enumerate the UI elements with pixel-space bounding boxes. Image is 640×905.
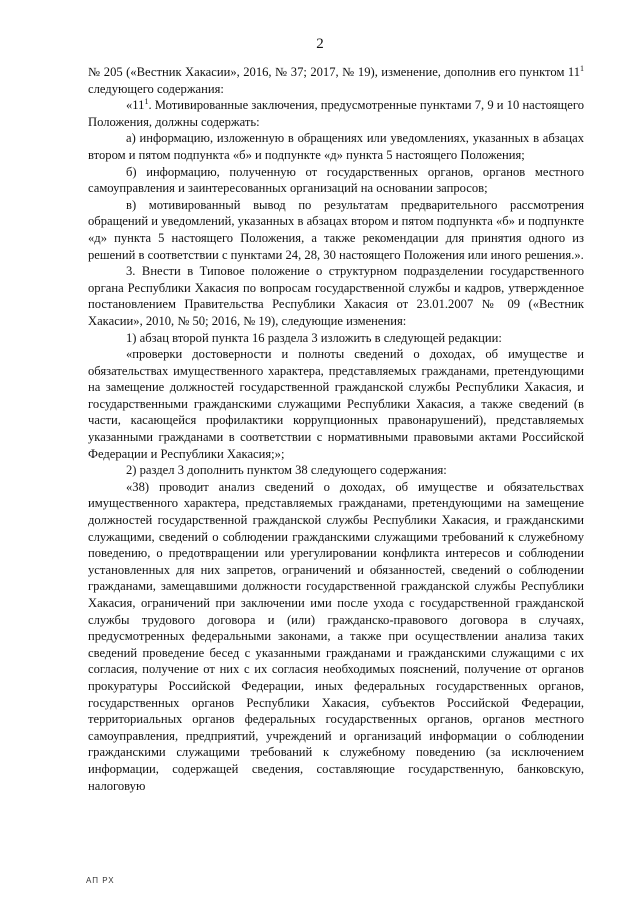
paragraph [88,479,584,794]
text-segment: 3. Внести в Типовое положение о структурном подразделении государственного органа Республики Хакасия по вопросам государственной службы и кадров, утвержденное постановлением Правительства Республики Хакасия от 23.01.2007 № 09 («Вестник Хакасии», 2010, № 50; 2016, № 19), следующие изменения: [88,264,584,328]
paragraph [88,330,584,347]
text-segment: б) информацию, полученную от государственных органов, органов местного самоуправления и заинтересованных организаций на основании запросов; [88,164,584,196]
text-segment: «38) проводит анализ сведений о доходах, об имуществе и обязательствах имущественного характера, представляемых гражданами, претендующими на замещение должностей государственной гражданской службы Республики Хакасия, и гражданскими служащими, сведений о соблюдении гражданскими служащими требований к служебному поведению, о предотвращении или урегулировании конфликта интересов и соблюдении установленных для них запретов, ограничений и обязанностей, сведений о соблюдении гражданами, замещавшими должности государственной гражданской службы Республики Хакасия, ограничений при заключении ими после ухода с государственной гражданской службы трудового договора и (или) гражданско-правового договора в случаях, предусмотренных федеральными законами, а также при осуществлении анализа таких сведений проведение бесед с указанными гражданами и гражданскими служащими с их согласия, получение от них с их согласия необходимых пояснений, получение от органов прокуратуры Российской Федерации, иных федеральных государственных органов, государственных органов Республики Хакасия, субъектов Российской Федерации, территориальных органов федеральных государственных органов, органов местного самоуправления, предприятий, учреждений и организаций информации о соблюдении гражданскими служащими требований к служебному поведению (за исключением информации, содержащей сведения, составляющие государственную, банковскую, налоговую [88,479,584,793]
footer-mark: АП РХ [86,876,115,885]
text-segment: 2) раздел 3 дополнить пунктом 38 следующего содержания: [126,463,447,478]
text-segment: «проверки достоверности и полноты сведений о доходах, об имуществе и обязательствах имущественного характера, представляемых гражданами, претендующими на замещение должностей государственной гражданской службы Республики Хакасия, и государственными гражданскими служащими Республики Хакасия, а также сведений (в части, касающейся профилактики коррупционных правонарушений), представляемых указанными гражданами в соответствии с нормативными правовыми актами Российской Федерации и Республики Хакасия;»; [88,347,584,461]
text-segment: 1) абзац второй пункта 16 раздела 3 изложить в следующей редакции: [126,330,502,345]
text-segment: . Мотивированные заключения, предусмотренные пунктами 7, 9 и 10 настоящего Положения, должны содержать: [88,98,584,129]
text-segment: «11 [126,98,145,113]
paragraph [88,263,584,329]
paragraph [88,197,584,263]
paragraph [88,164,584,197]
paragraph [88,462,584,479]
superscript: 1 [144,97,149,106]
document-body [88,64,584,794]
superscript: 1 [580,63,584,73]
page-number: 2 [316,36,324,52]
text-segment: а) информацию, изложенную в обращениях или уведомлениях, указанных в абзацах втором и пятом подпункта «б» и подпункте «д» пункта 5 настоящего Положения; [88,131,584,162]
text-segment: № 205 («Вестник Хакасии», 2016, № 37; 2017, № 19), изменение, дополнив его пунктом 11 [88,65,580,79]
paragraph [88,97,584,130]
text-segment: следующего содержания: [88,81,224,96]
text-segment: в) мотивированный вывод по результатам предварительного рассмотрения обращений и уведомлений, указанных в абзацах втором и пятом подпункта «б» и подпункте «д» пункта 5 настоящего Положения, а также рекомендации для принятия одного из решений в соответствии с пунктами 24, 28, 30 настоящего Положения или иного решения.». [88,197,584,262]
paragraph [88,64,584,97]
paragraph [88,130,584,163]
paragraph [88,346,584,462]
